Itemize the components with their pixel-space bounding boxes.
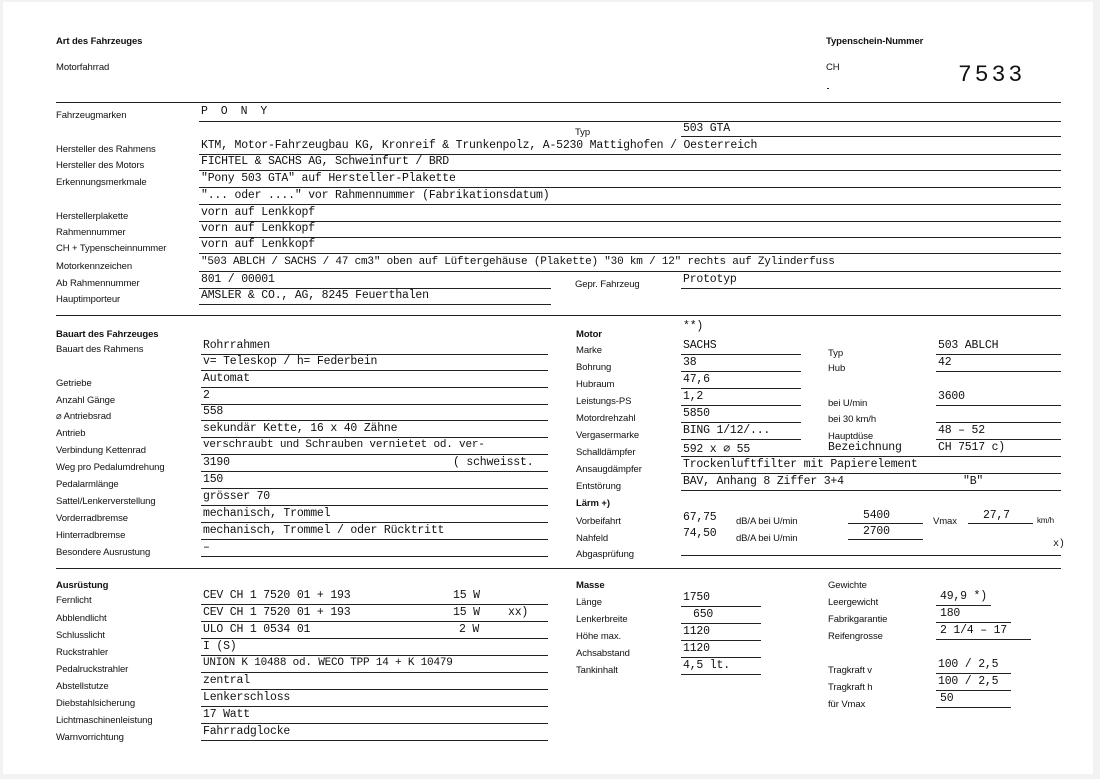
passby-label: Vorbeifahrt xyxy=(576,516,621,527)
engine-mark-value: "503 ABLCH / SACHS / 47 cm3" oben auf Lüftergehäuse (Plakette) "30 km / 12" rechts auf Zylinderfuss xyxy=(201,256,835,268)
engine-speed-value: 5850 xyxy=(683,407,710,420)
line xyxy=(201,556,548,557)
line xyxy=(199,187,1061,188)
line xyxy=(201,505,548,506)
line xyxy=(201,672,548,673)
tail-light-watt: 2 W xyxy=(459,623,480,636)
passby-rpm: 5400 xyxy=(863,509,890,522)
nearfield-unit: dB/A bei U/min xyxy=(736,533,798,544)
vmax-unit: km/h xyxy=(1037,516,1054,525)
line xyxy=(201,689,548,690)
line xyxy=(936,707,1011,708)
line xyxy=(681,439,801,440)
line xyxy=(936,422,1061,423)
vehicle-type-label: Art des Fahrzeuges xyxy=(56,36,143,47)
line xyxy=(936,639,1031,640)
for-vmax-value: 50 xyxy=(940,692,954,705)
low-beam-watt: 15 W xyxy=(453,606,480,619)
motor-type-label: Typ xyxy=(828,348,844,359)
passby-unit: dB/A bei U/min xyxy=(736,516,798,527)
engine-manufacturer-value: FICHTEL & SACHS AG, Schweinfurt / BRD xyxy=(201,155,449,168)
designation-label: Bezeichnung xyxy=(828,441,902,454)
drive-wheel-value: 558 xyxy=(203,405,224,418)
line xyxy=(681,674,761,675)
line xyxy=(936,673,1011,674)
intake-silencer-value: Trockenluftfilter mit Papierelement xyxy=(683,458,918,471)
tank-label: Tankinhalt xyxy=(576,665,618,676)
saddle-adjust-label: Sattel/Lenkerverstellung xyxy=(56,496,156,507)
tail-light-value: ULO CH 1 0534 01 xyxy=(203,623,311,636)
line xyxy=(681,456,1061,457)
reflector-label: Ruckstrahler xyxy=(56,647,109,658)
warning-device-value: Fahrradglocke xyxy=(203,725,291,738)
typ-label: Typ xyxy=(575,127,591,138)
intake-silencer-label: Ansaugdämpfer xyxy=(576,464,642,475)
line xyxy=(681,388,801,389)
load-front-label: Tragkraft v xyxy=(828,665,872,676)
line xyxy=(201,621,548,622)
tire-size-value: 2 1/4 – 17 xyxy=(940,624,1008,637)
line xyxy=(681,405,801,406)
carburetor-label: Vergasermarke xyxy=(576,430,640,441)
warning-device-label: Warnvorrichtung xyxy=(56,732,124,743)
line xyxy=(201,655,548,656)
handlebar-width-label: Lenkerbreite xyxy=(576,614,628,625)
line xyxy=(201,471,548,472)
emission-test-label: Abgasprüfung xyxy=(576,549,634,560)
type-certificate-sheet xyxy=(3,2,1093,774)
frame-manufacturer-label: Hersteller des Rahmens xyxy=(56,144,156,155)
line xyxy=(848,539,923,540)
line xyxy=(199,221,1061,222)
rpm-value: 3600 xyxy=(938,390,965,403)
pedal-distance-label: Weg pro Pedalumdrehung xyxy=(56,462,165,473)
generator-label: Lichtmaschinenleistung xyxy=(56,715,153,726)
tail-light-label: Schlusslicht xyxy=(56,630,105,641)
rpm-label: bei U/min xyxy=(828,398,868,409)
line xyxy=(199,271,1061,272)
passby-value: 67,75 xyxy=(683,511,717,524)
tested-vehicle-label: Gepr. Fahrzeug xyxy=(575,279,640,290)
drive-label: Antrieb xyxy=(56,428,86,439)
line xyxy=(199,304,551,305)
bauart-label: Bauart des Rahmens xyxy=(56,344,144,355)
line xyxy=(201,437,548,438)
line xyxy=(936,605,991,606)
max-height-label: Höhe max. xyxy=(576,631,622,642)
brand-value: P O N Y xyxy=(201,105,271,118)
line xyxy=(681,288,1061,289)
motor-brand-label: Marke xyxy=(576,345,602,356)
line xyxy=(199,121,1061,122)
emission-test-value: x) xyxy=(1053,539,1065,550)
front-brake-label: Vorderradbremse xyxy=(56,513,128,524)
country-code: CH xyxy=(826,62,840,73)
nearfield-rpm: 2700 xyxy=(863,525,890,538)
sprocket-connection-value: verschraubt und Schrauben vernietet od. ver- xyxy=(203,439,485,451)
pedal-reflector-label: Pedalruckstrahler xyxy=(56,664,129,675)
ch-type-number-value: vorn auf Lenkkopf xyxy=(201,238,315,251)
from-frame-number-label: Ab Rahmennummer xyxy=(56,278,140,289)
line xyxy=(681,555,1061,556)
stroke-label: Hub xyxy=(828,363,846,374)
main-jet-label: Hauptdüse xyxy=(828,431,874,442)
sprocket-connection-label: Verbindung Kettenrad xyxy=(56,445,146,456)
frame-number-label: Rahmennummer xyxy=(56,227,126,238)
line xyxy=(968,523,1033,524)
identification-label: Erkennungsmerkmale xyxy=(56,177,147,188)
line xyxy=(199,237,1061,238)
wheelbase-value: 1120 xyxy=(683,642,710,655)
line xyxy=(201,706,548,707)
handlebar-width-value: 650 xyxy=(693,608,714,621)
line xyxy=(201,539,548,540)
pedal-arm-label: Pedalarmlänge xyxy=(56,479,119,490)
line xyxy=(201,454,548,455)
line xyxy=(201,488,548,489)
line xyxy=(201,420,548,421)
max-height-value: 1120 xyxy=(683,625,710,638)
line xyxy=(199,204,1061,205)
line xyxy=(936,354,1061,355)
drive-wheel-label: ⌀ Antriebsrad xyxy=(56,411,112,422)
line xyxy=(681,623,761,624)
nearfield-label: Nahfeld xyxy=(576,533,609,544)
frame-number-value: vorn auf Lenkkopf xyxy=(201,222,315,235)
special-equipment-value: – xyxy=(203,541,210,554)
generator-value: 17 Watt xyxy=(203,708,250,721)
line xyxy=(199,253,1061,254)
wheelbase-label: Achsabstand xyxy=(576,648,630,659)
frame-manufacturer-value: KTM, Motor-Fahrzeugbau KG, Kronreif & Trunkenpolz, A-5230 Mattighofen / Oesterreich xyxy=(201,139,758,152)
certificate-number: 7533 xyxy=(958,62,1026,88)
anti-theft-value: Lenkerschloss xyxy=(203,691,291,704)
interference-label: Entstörung xyxy=(576,481,621,492)
manufacturer-plate-label: Herstellerplakette xyxy=(56,211,129,222)
line xyxy=(201,723,548,724)
line xyxy=(936,371,1061,372)
line xyxy=(681,473,1061,474)
high-beam-value: CEV CH 1 7520 01 + 193 xyxy=(203,589,351,602)
type-certificate-number-label: Typenschein-Nummer xyxy=(826,36,924,47)
motor-section-label: Motor xyxy=(576,329,602,340)
main-jet-value: 48 – 52 xyxy=(938,424,985,437)
engine-manufacturer-label: Hersteller des Motors xyxy=(56,160,145,171)
equipment-section-label: Ausrüstung xyxy=(56,580,109,591)
stand-label: Abstellstutze xyxy=(56,681,109,692)
high-beam-label: Fernlicht xyxy=(56,595,92,606)
load-front-value: 100 / 2,5 xyxy=(938,658,999,671)
line xyxy=(936,405,1061,406)
line xyxy=(936,439,1061,440)
factory-guarantee-label: Fabrikgarantie xyxy=(828,614,888,625)
anti-theft-label: Diebstahlsicherung xyxy=(56,698,135,709)
identification-value-2: "... oder ...." vor Rahmennummer (Fabrikationsdatum) xyxy=(201,189,550,202)
construction-section-label: Bauart des Fahrzeuges xyxy=(56,329,159,340)
rear-brake-label: Hinterradbremse xyxy=(56,530,126,541)
interference-class: "B" xyxy=(963,475,984,488)
stand-value: zentral xyxy=(203,674,250,687)
from-frame-number-value: 801 / 00001 xyxy=(201,273,275,286)
line xyxy=(201,387,548,388)
line xyxy=(201,522,548,523)
section-divider xyxy=(56,568,1061,569)
drive-value: sekundär Kette, 16 x 40 Zähne xyxy=(203,422,398,435)
motor-note: **) xyxy=(683,320,704,333)
low-beam-value: CEV CH 1 7520 01 + 193 xyxy=(203,606,351,619)
length-label: Länge xyxy=(576,597,602,608)
tire-size-label: Reifengrosse xyxy=(828,631,883,642)
line xyxy=(681,606,761,607)
displacement-value: 47,6 xyxy=(683,373,710,386)
special-equipment-label: Besondere Ausrustung xyxy=(56,547,151,558)
bore-value: 38 xyxy=(683,356,697,369)
for-vmax-label: für Vmax xyxy=(828,699,866,710)
line xyxy=(201,740,548,741)
tested-vehicle-value: Prototyp xyxy=(683,273,737,286)
pedal-distance-value: 3190 xyxy=(203,456,230,469)
dimensions-section-label: Masse xyxy=(576,580,605,591)
reflector-value: I (S) xyxy=(203,640,237,653)
line xyxy=(201,638,548,639)
rear-brake-value: mechanisch, Trommel / oder Rücktritt xyxy=(203,524,445,537)
muffler-value: 592 x ⌀ 55 xyxy=(683,443,751,456)
horsepower-value: 1,2 xyxy=(683,390,704,403)
line xyxy=(681,354,801,355)
ch-type-number-label: CH + Typenscheinnummer xyxy=(56,243,167,254)
typ-value: 503 GTA xyxy=(683,122,730,135)
brand-label: Fahrzeugmarken xyxy=(56,110,127,121)
factory-guarantee-value: 180 xyxy=(940,607,961,620)
length-value: 1750 xyxy=(683,591,710,604)
low-beam-label: Abblendlicht xyxy=(56,613,107,624)
interference-value: BAV, Anhang 8 Ziffer 3+4 xyxy=(683,475,844,488)
displacement-label: Hubraum xyxy=(576,379,615,390)
line xyxy=(681,371,801,372)
pedal-distance-extra: ( schweisst. xyxy=(453,456,534,469)
load-rear-label: Tragkraft h xyxy=(828,682,873,693)
line xyxy=(848,523,923,524)
pedal-arm-value: 150 xyxy=(203,473,224,486)
line xyxy=(936,622,1011,623)
pedal-reflector-value: UNION K 10488 od. WECO TPP 14 + K 10479 xyxy=(203,657,453,669)
tank-value: 4,5 lt. xyxy=(683,659,730,672)
stroke-value: 42 xyxy=(938,356,952,369)
empty-weight-value: 49,9 *) xyxy=(940,590,987,603)
designation-value: CH 7517 c) xyxy=(938,441,1006,454)
motor-type-value: 503 ABLCH xyxy=(938,339,999,352)
line xyxy=(681,640,761,641)
motor-brand-value: SACHS xyxy=(683,339,717,352)
section-divider xyxy=(56,315,1061,316)
noise-label: Lärm +) xyxy=(576,498,610,509)
load-rear-value: 100 / 2,5 xyxy=(938,675,999,688)
gears-value: 2 xyxy=(203,389,210,402)
carburetor-value: BING 1/12/... xyxy=(683,424,771,437)
horsepower-label: Leistungs-PS xyxy=(576,396,632,407)
main-importer-label: Hauptimporteur xyxy=(56,294,121,305)
engine-speed-label: Motordrehzahl xyxy=(576,413,636,424)
saddle-adjust-value: grösser 70 xyxy=(203,490,271,503)
line xyxy=(201,404,548,405)
suspension-value: v= Teleskop / h= Federbein xyxy=(203,355,378,368)
engine-mark-label: Motorkennzeichen xyxy=(56,261,133,272)
empty-weight-label: Leergewicht xyxy=(828,597,879,608)
line xyxy=(201,604,548,605)
main-importer-value: AMSLER & CO., AG, 8245 Feuerthalen xyxy=(201,289,429,302)
header-divider xyxy=(56,102,1061,103)
muffler-label: Schalldämpfer xyxy=(576,447,636,458)
bore-label: Bohrung xyxy=(576,362,612,373)
line xyxy=(681,422,801,423)
line xyxy=(681,136,1061,137)
identification-value-1: "Pony 503 GTA" auf Hersteller-Plakette xyxy=(201,172,456,185)
vmax-label: Vmax xyxy=(933,516,957,527)
vehicle-type-value: Motorfahrrad xyxy=(56,62,110,73)
low-beam-note: xx) xyxy=(508,606,529,619)
vmax-value: 27,7 xyxy=(983,509,1010,522)
manufacturer-plate-value: vorn auf Lenkkopf xyxy=(201,206,315,219)
line xyxy=(199,170,1061,171)
line xyxy=(681,490,1061,491)
nearfield-value: 74,50 xyxy=(683,527,717,540)
gearbox-label: Getriebe xyxy=(56,378,92,389)
bauart-value: Rohrrahmen xyxy=(203,339,271,352)
line xyxy=(681,657,761,658)
line xyxy=(936,690,1011,691)
gears-label: Anzahl Gänge xyxy=(56,395,116,406)
weights-section-label: Gewichte xyxy=(828,580,867,591)
gearbox-value: Automat xyxy=(203,372,250,385)
at-30kmh-label: bei 30 km/h xyxy=(828,414,877,425)
line xyxy=(201,370,548,371)
high-beam-watt: 15 W xyxy=(453,589,480,602)
dot-mark xyxy=(827,88,829,89)
front-brake-value: mechanisch, Trommel xyxy=(203,507,331,520)
